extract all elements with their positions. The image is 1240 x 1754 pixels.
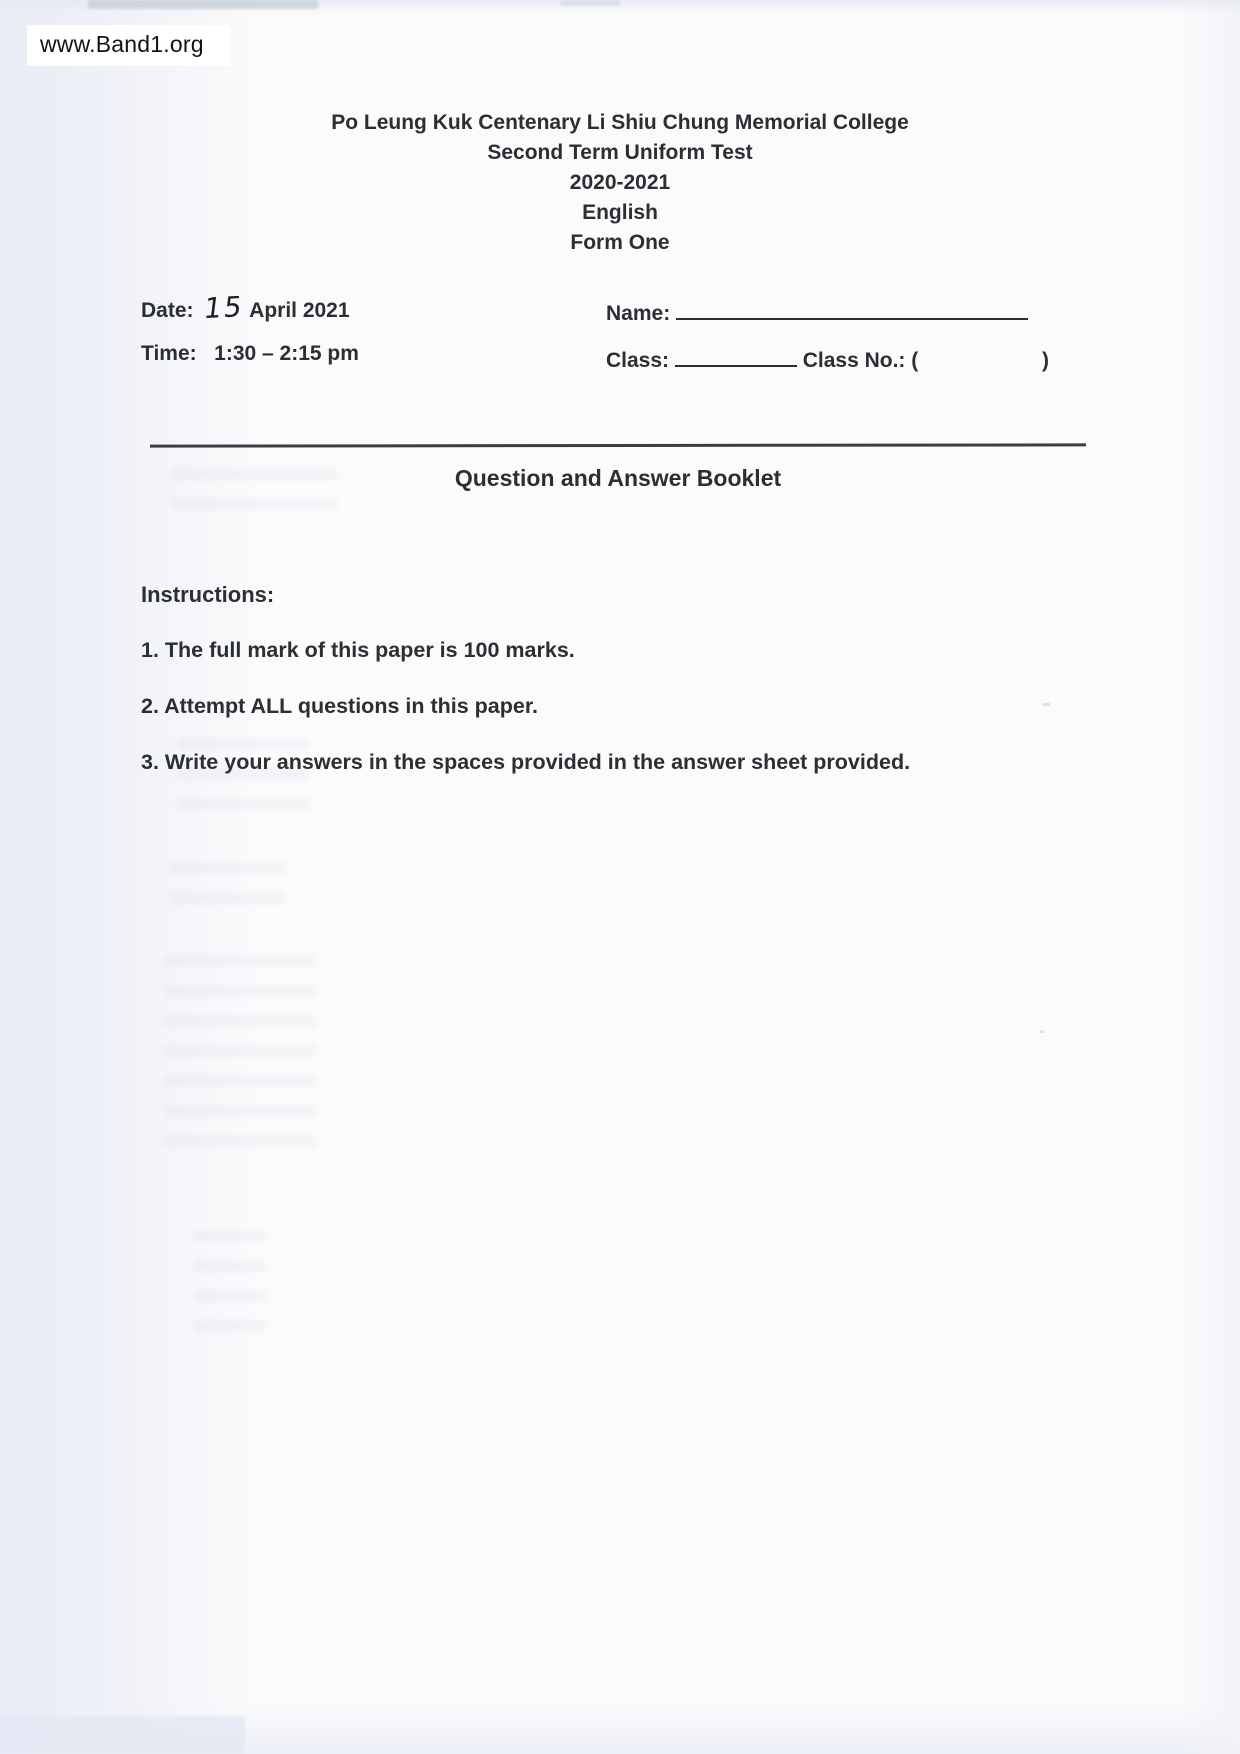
date-day-handwritten: 15 (201, 289, 246, 326)
school-year: 2020-2021 (569, 171, 671, 194)
date-rest: April 2021 (249, 299, 350, 322)
class-blank-line (675, 345, 797, 367)
name-label: Name: (606, 302, 671, 325)
instruction-item-1: 1. The full mark of this paper is 100 marks. (141, 638, 575, 662)
scan-speck (1043, 703, 1050, 706)
separator-rule (150, 443, 1086, 447)
instruction-item-3: 3. Write your answers in the spaces provided in the answer sheet provided. (141, 750, 911, 774)
class-row (606, 345, 1049, 373)
scan-bleedthrough-smudge (170, 862, 285, 917)
form-level: Form One (570, 231, 670, 254)
title-block (0, 108, 1240, 258)
scan-speck (1040, 1030, 1044, 1033)
scan-bleedthrough-smudge (172, 468, 337, 510)
date-label: Date: (141, 299, 194, 322)
class-no-close-paren: ) (1041, 349, 1049, 372)
scan-artifact-bottom-left (0, 1716, 245, 1754)
instructions-heading: Instructions: (141, 582, 275, 607)
name-row (606, 298, 1028, 326)
scan-bleedthrough-smudge (178, 738, 308, 818)
instruction-item-2: 2. Attempt ALL questions in this paper. (141, 694, 538, 718)
watermark-band1-org: www.Band1.org (28, 26, 230, 65)
date-row (141, 289, 350, 326)
class-label: Class: (606, 349, 670, 372)
scan-artifact-top-strip-2 (560, 0, 620, 6)
scan-artifact-top-strip (88, 0, 318, 9)
scan-bleedthrough-smudge (195, 1230, 265, 1340)
time-value: 1:30 – 2:15 pm (214, 342, 359, 365)
time-label: Time: (141, 342, 197, 365)
scan-bleedthrough-smudge (165, 955, 315, 1165)
school-name: Po Leung Kuk Centenary Li Shiu Chung Memorial College (331, 111, 909, 134)
booklet-title: Question and Answer Booklet (454, 465, 782, 491)
name-blank-line (676, 298, 1028, 320)
subject-name: English (582, 201, 658, 224)
class-no-label: Class No.: ( (802, 349, 919, 372)
time-row (141, 342, 359, 366)
test-name: Second Term Uniform Test (487, 141, 753, 164)
